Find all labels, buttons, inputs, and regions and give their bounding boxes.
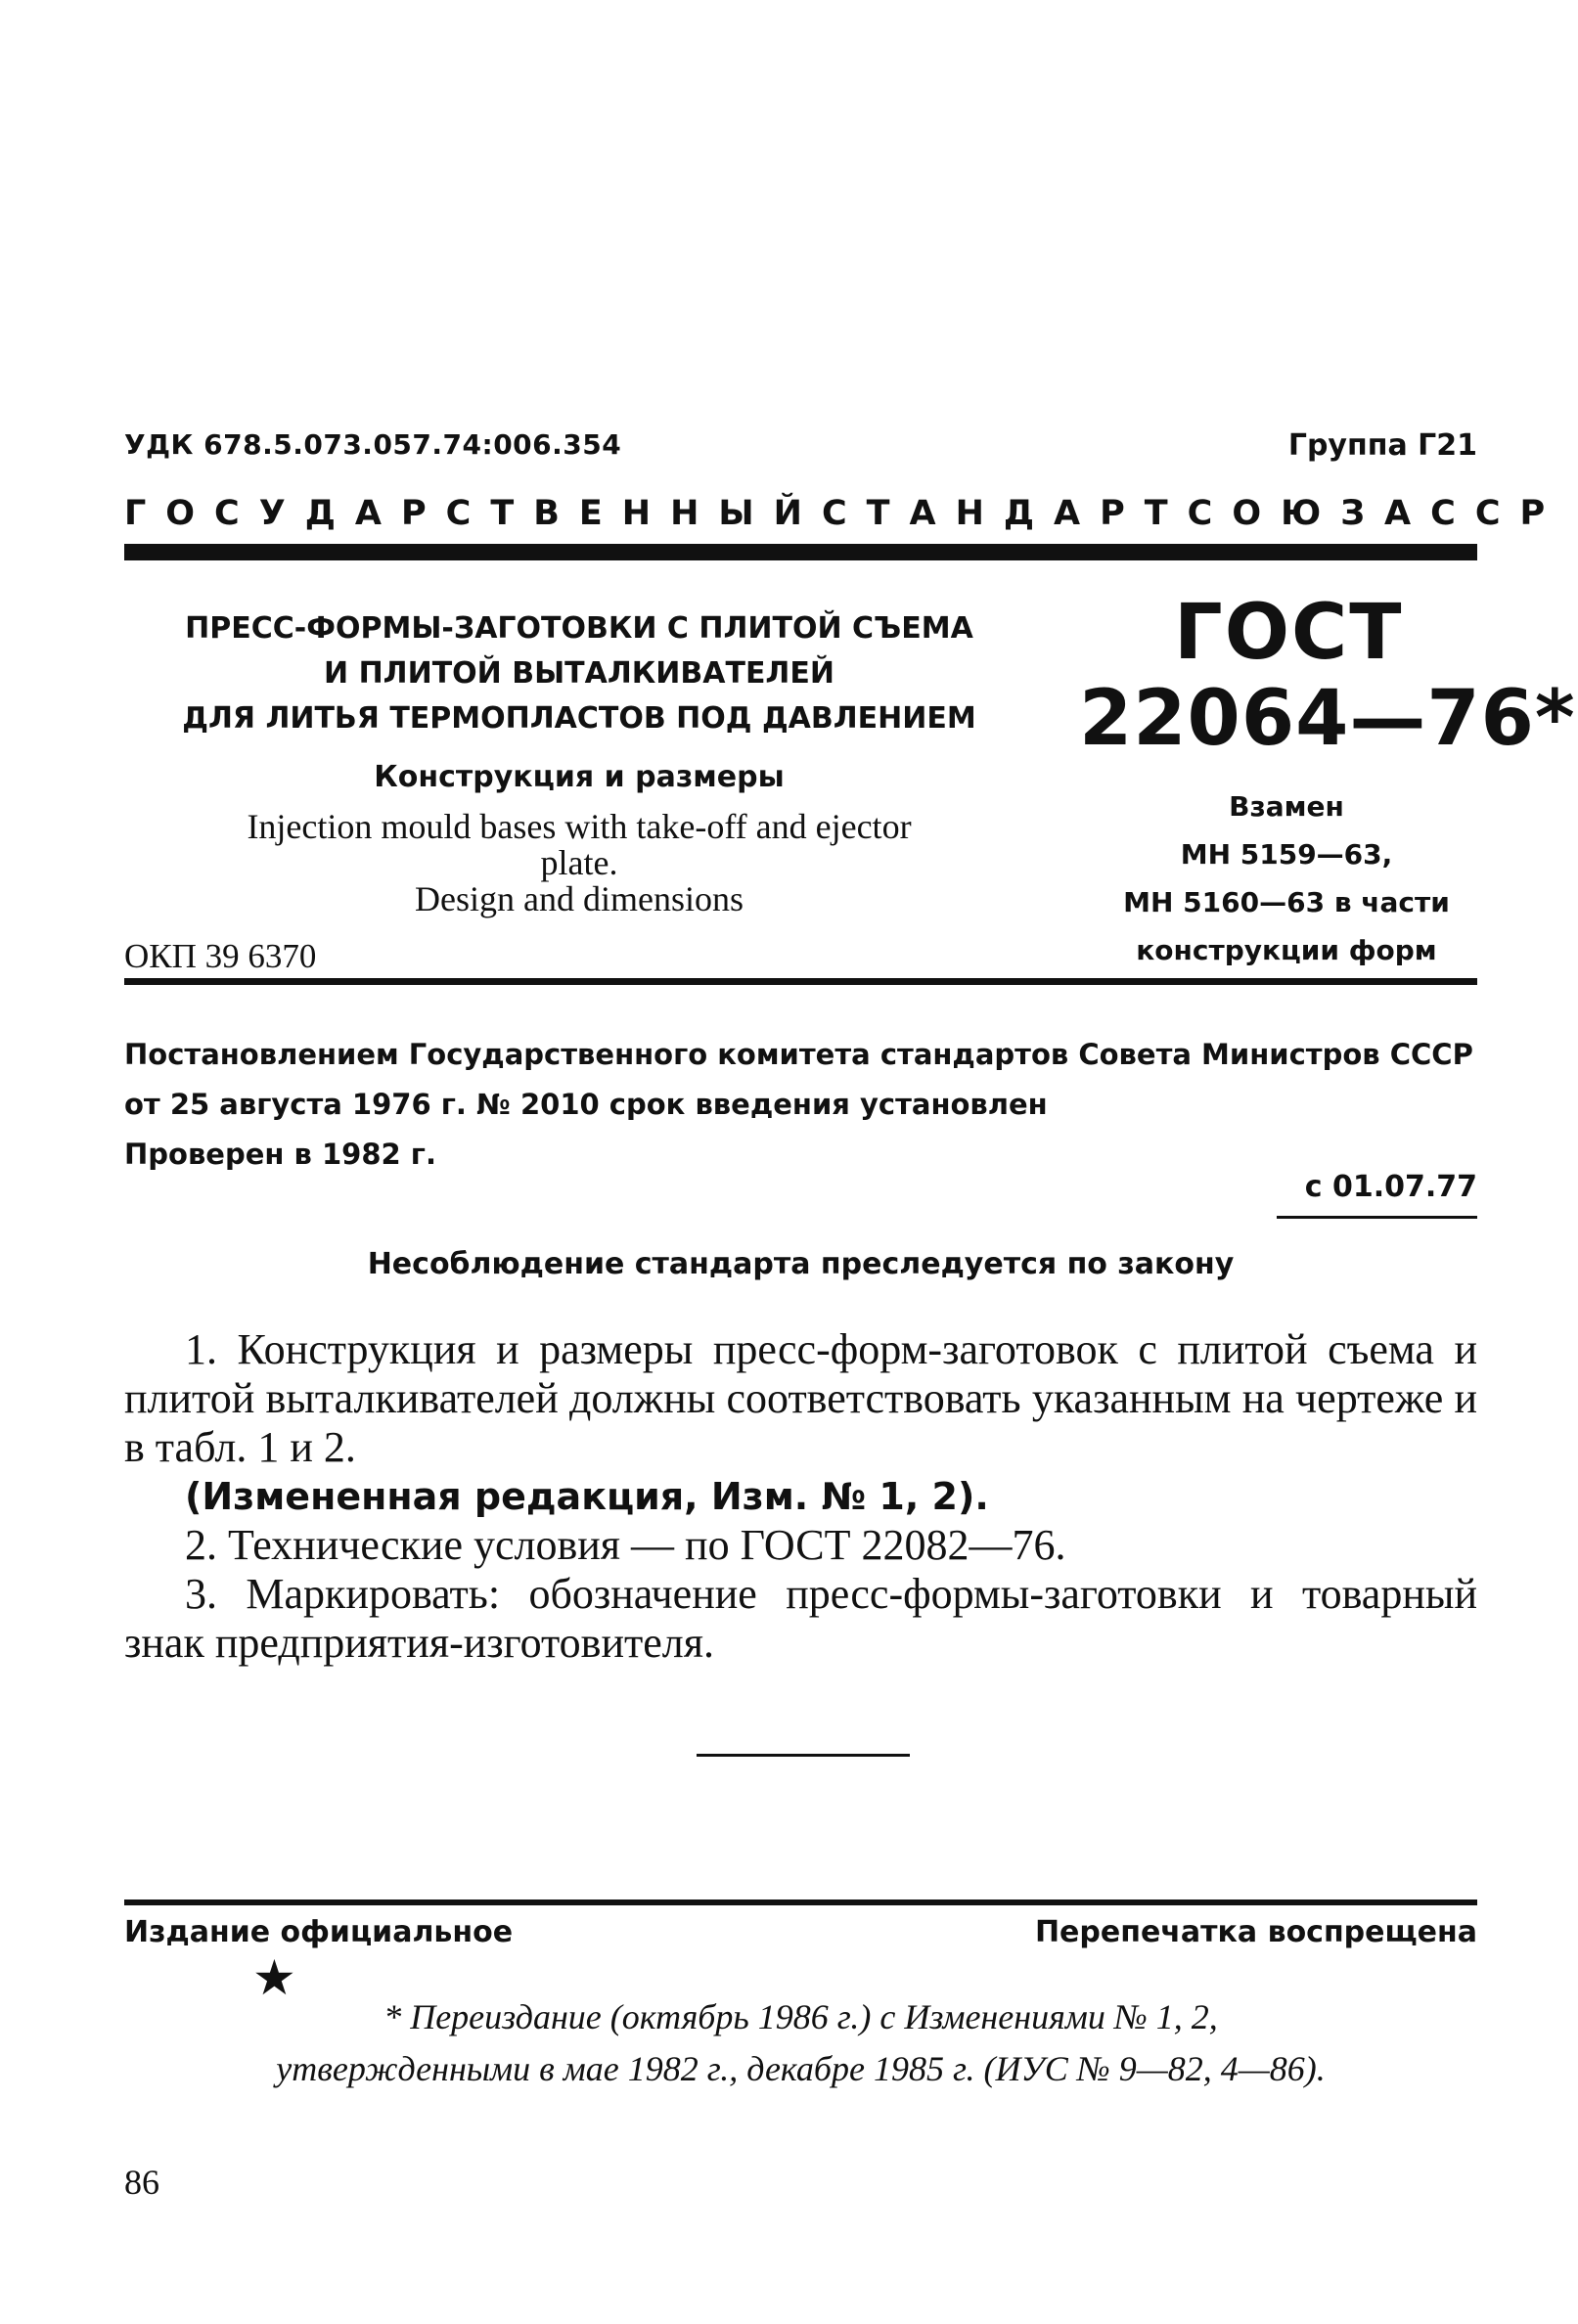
english-title-line-1: Injection mould bases with take-off and ejector	[247, 807, 912, 846]
decree-block	[124, 1030, 1477, 1180]
effective-date-rule	[1277, 1216, 1477, 1219]
replaces-block	[1086, 782, 1487, 974]
footnote-line-2: утвержденными в мае 1982 г., декабре 1985 г. (ИУС № 9—82, 4—86).	[276, 2049, 1326, 2088]
star-icon: ★	[252, 1949, 296, 2006]
page-number: 86	[124, 2163, 159, 2202]
okp-code: ОКП 39 6370	[124, 937, 317, 975]
document-subtitle: Конструкция и размеры	[374, 760, 785, 794]
english-title	[124, 809, 1034, 917]
replaces-line-3: МН 5160—63 в части	[1123, 886, 1450, 918]
reissue-footnote	[124, 1991, 1477, 2095]
section-divider	[697, 1754, 910, 1757]
decree-line-2: от 25 августа 1976 г. № 2010 срок введения установлен	[124, 1088, 1048, 1121]
penalty-notice: Несоблюдение стандарта преследуется по закону	[367, 1247, 1235, 1281]
replaces-line-4: конструкции форм	[1136, 934, 1437, 966]
gost-number: 22064—76*	[1079, 675, 1576, 763]
effective-date: с 01.07.77	[1304, 1170, 1477, 1204]
reprint-prohibited: Перепечатка воспрещена	[1034, 1915, 1477, 1949]
state-standard-word-1: ГОСУДАРСТВЕННЫЙ	[124, 494, 822, 533]
document-title	[124, 606, 1034, 741]
decree-line-3: Проверен в 1982 г.	[124, 1138, 436, 1171]
footnote-line-1: * Переиздание (октябрь 1986 г.) с Изменениями № 1, 2,	[383, 1997, 1218, 2036]
clause-1: 1. Конструкция и размеры пресс-форм-заготовок с плитой съема и плитой выталкивателей должны соответствовать указанным на чертеже и в табл. 1 и 2.	[124, 1325, 1477, 1471]
title-rule	[124, 978, 1477, 985]
udk-code: УДК 678.5.073.057.74:006.354	[124, 428, 622, 461]
decree-line-1: Постановлением Государственного комитета стандартов Совета Министров СССР	[124, 1038, 1473, 1071]
state-standard-word-4: ССР	[1430, 494, 1565, 533]
official-edition: Издание официальное	[124, 1915, 514, 1949]
clause-3: 3. Маркировать: обозначение пресс-формы-заготовки и товарный знак предприятия-изготовителя.	[124, 1570, 1477, 1667]
english-title-line-3: Design and dimensions	[415, 879, 744, 918]
amendment-note: (Измененная редакция, Изм. № 1, 2).	[185, 1475, 989, 1518]
footer-rule	[124, 1899, 1477, 1905]
english-title-line-2: plate.	[540, 843, 618, 882]
state-standard-word-3: СОЮЗА	[1187, 494, 1431, 533]
body-text	[124, 1325, 1477, 1668]
group-code: Группа Г21	[1287, 428, 1477, 463]
title-line-1: ПРЕСС-ФОРМЫ-ЗАГОТОВКИ С ПЛИТОЙ СЪЕМА	[185, 611, 973, 646]
header-rule	[124, 544, 1477, 560]
state-standard-heading	[124, 494, 1565, 533]
replaces-line-2: МН 5159—63,	[1180, 838, 1393, 871]
replaces-line-1: Взамен	[1229, 790, 1344, 823]
gost-label: ГОСТ	[1174, 589, 1404, 677]
state-standard-word-2: СТАНДАРТ	[821, 494, 1188, 533]
clause-2: 2. Технические условия — по ГОСТ 22082—76.	[185, 1521, 1066, 1569]
title-line-2: И ПЛИТОЙ ВЫТАЛКИВАТЕЛЕЙ	[324, 656, 834, 691]
title-line-3: ДЛЯ ЛИТЬЯ ТЕРМОПЛАСТОВ ПОД ДАВЛЕНИЕМ	[182, 701, 976, 736]
